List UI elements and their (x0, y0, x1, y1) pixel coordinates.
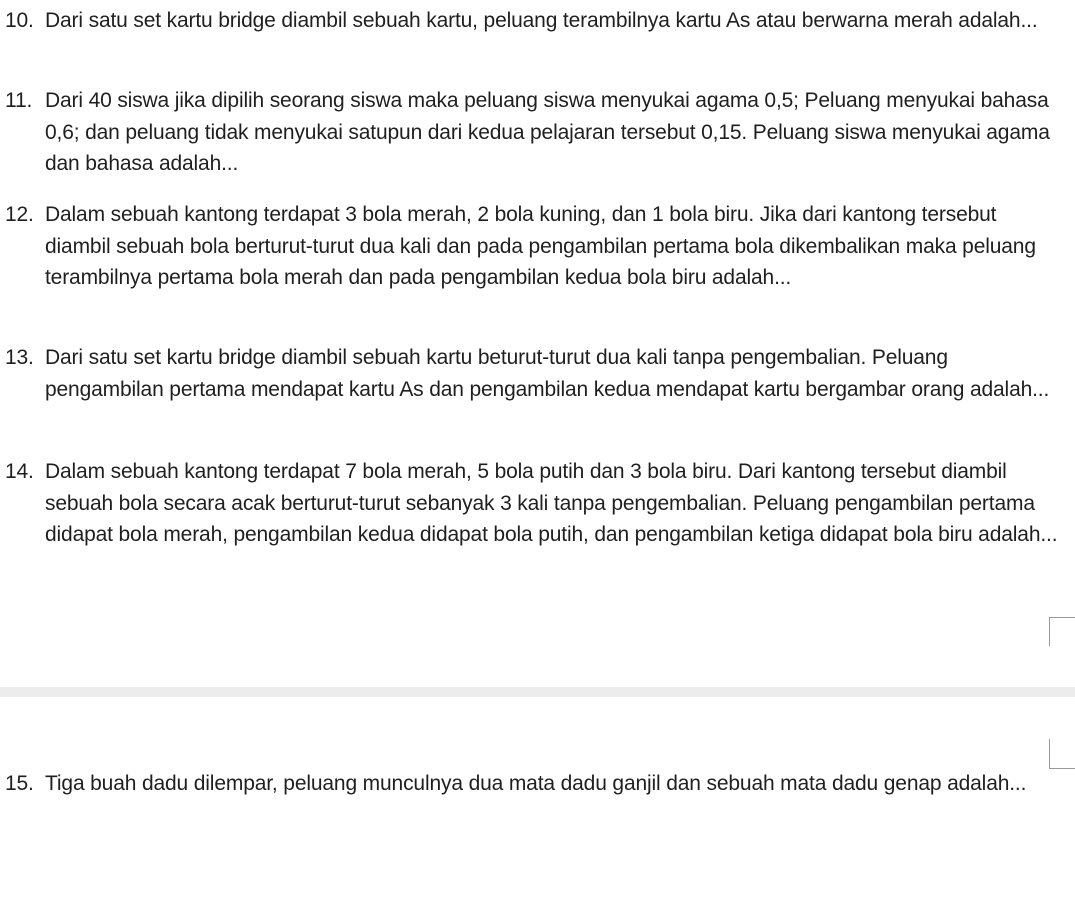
crop-corner-bottom (1049, 739, 1075, 769)
question-text: Dari 40 siswa jika dipilih seorang siswa maka peluang siswa menyukai agama 0,5; Peluang menyukai bahasa 0,6; dan peluang tidak menyukai satupun dari kedua pelajaran tersebut 0,15. Peluang siswa menyukai agama dan bahasa adalah... (45, 89, 1050, 175)
question-number: 15. (5, 772, 34, 795)
question-11 (5, 85, 1067, 180)
question-number: 14. (5, 460, 34, 483)
question-number: 11. (5, 89, 33, 112)
question-12 (5, 199, 1067, 294)
page-divider (0, 687, 1075, 697)
question-13 (5, 342, 1067, 405)
question-number: 12. (5, 203, 34, 226)
question-15 (5, 766, 1067, 802)
question-text: Dalam sebuah kantong terdapat 3 bola merah, 2 bola kuning, dan 1 bola biru. Jika dari kantong tersebut diambil sebuah bola berturut-turut dua kali dan pada pengambilan pertama bola dikembalikan maka peluang terambilnya pertama bola merah dan pada pengambilan kedua bola biru adalah... (45, 203, 1036, 289)
question-10 (5, 5, 1067, 37)
question-text: Dari satu set kartu bridge diambil sebuah kartu, peluang terambilnya kartu As atau berwarna merah adalah... (45, 9, 1038, 32)
question-number: 10. (5, 9, 34, 32)
crop-corner-top (1049, 617, 1075, 646)
question-text: Dalam sebuah kantong terdapat 7 bola merah, 5 bola putih dan 3 bola biru. Dari kantong tersebut diambil sebuah bola secara acak berturut-turut sebanyak 3 kali tanpa pengembalian. Peluang pengambilan pertama didapat bola merah, pengambilan kedua didapat bola putih, dan pengambilan ketiga didapat bola biru adalah... (45, 460, 1058, 546)
question-14 (5, 456, 1067, 551)
question-text: Dari satu set kartu bridge diambil sebuah kartu beturut-turut dua kali tanpa pengembalian. Peluang pengambilan pertama mendapat kartu As dan pengambilan kedua mendapat kartu bergambar orang adalah... (45, 346, 1050, 401)
question-number: 13. (5, 346, 34, 369)
question-text: Tiga buah dadu dilempar, peluang munculnya dua mata dadu ganjil dan sebuah mata dadu genap adalah... (45, 772, 1027, 795)
